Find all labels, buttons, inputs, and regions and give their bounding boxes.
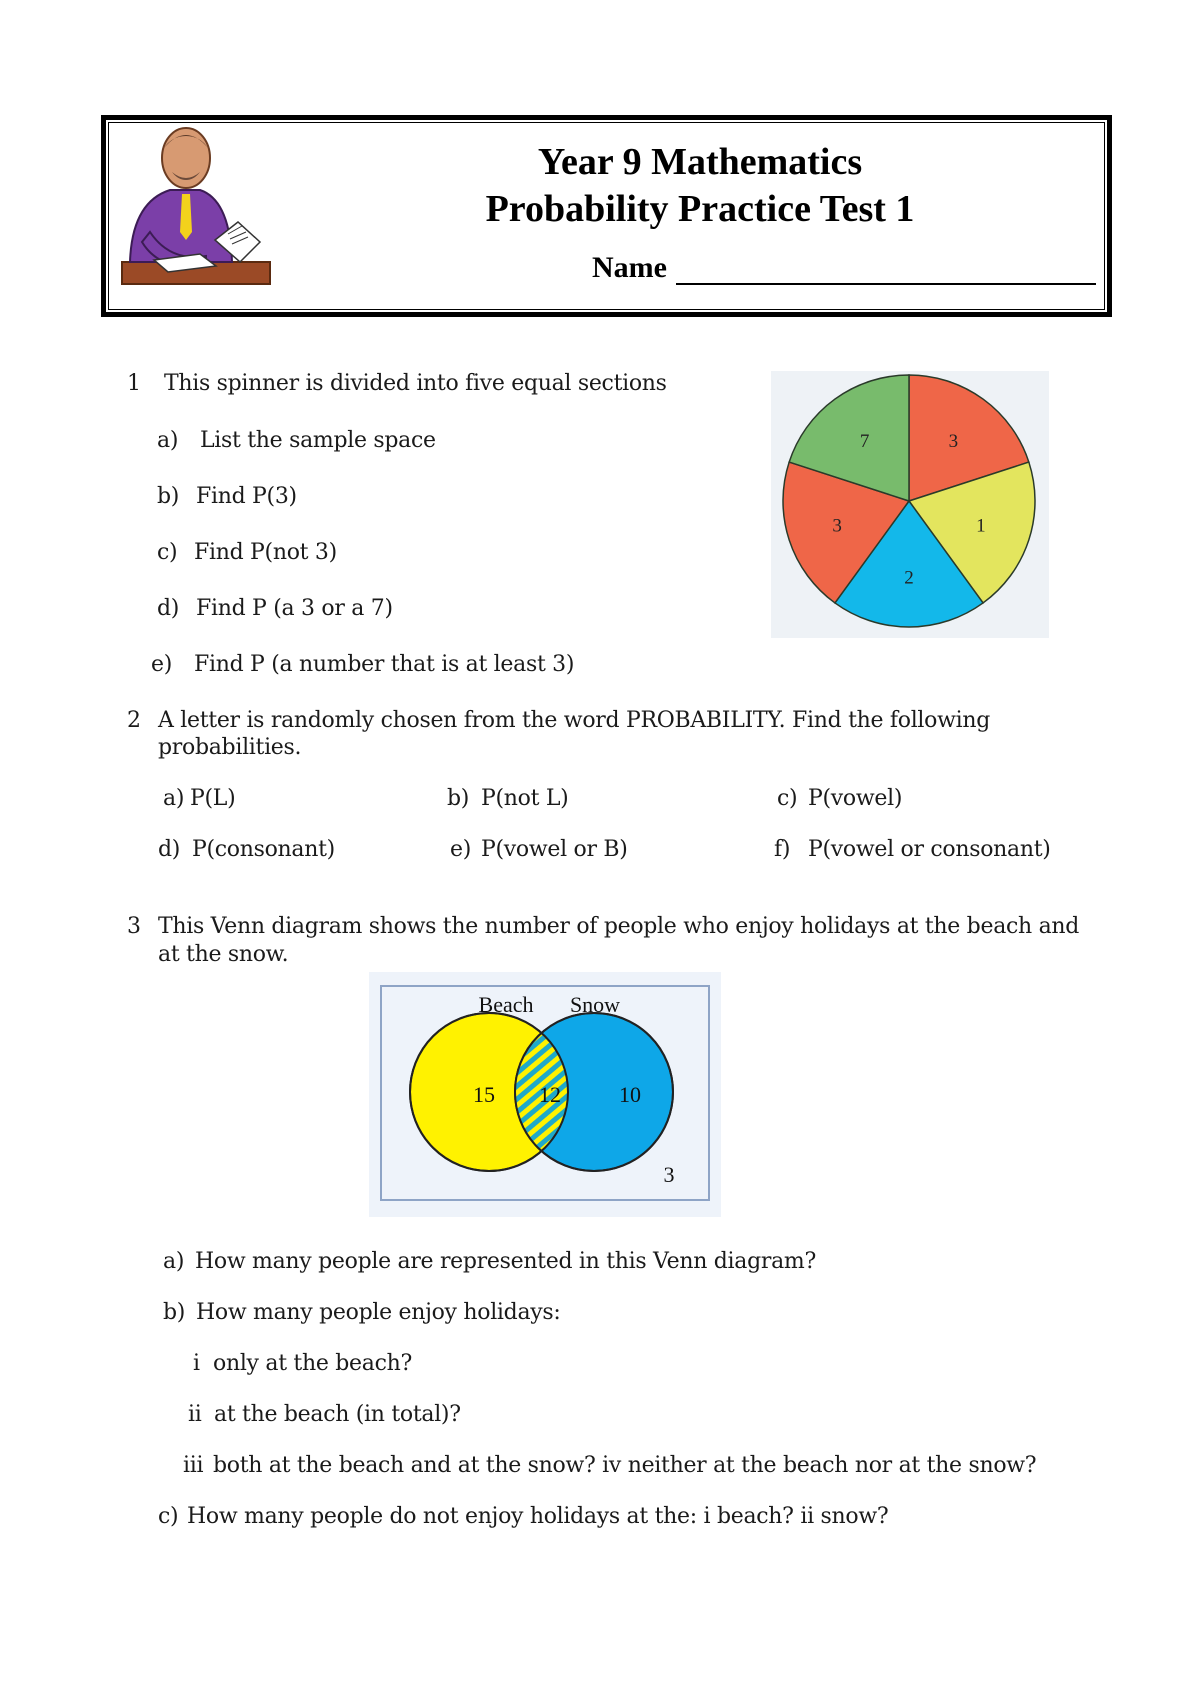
q3-part-label: c) bbox=[158, 1504, 179, 1529]
q2-part-label: b) bbox=[447, 786, 470, 811]
q1-part-text: Find P(3) bbox=[196, 484, 297, 509]
q1-part-text: Find P(not 3) bbox=[194, 540, 337, 565]
q3-sub-label: i bbox=[193, 1351, 200, 1376]
q2-prompt-line2: probabilities. bbox=[158, 735, 302, 760]
q3-part-text: How many people do not enjoy holidays at the: i beach? ii snow? bbox=[187, 1504, 889, 1529]
q2-part-label: c) bbox=[777, 786, 798, 811]
worksheet-title: Year 9 Mathematics bbox=[537, 141, 863, 183]
neither-value: 3 bbox=[663, 1162, 675, 1187]
q3-sub-label: ii bbox=[188, 1402, 202, 1427]
q3-part-text: How many people are represented in this Venn diagram? bbox=[195, 1249, 816, 1274]
q1-part-text: Find P (a number that is at least 3) bbox=[194, 652, 575, 677]
q1-part-label: c) bbox=[157, 540, 178, 565]
q2-part-text: P(consonant) bbox=[192, 837, 335, 862]
q2-part-text: P(vowel) bbox=[808, 786, 903, 811]
q2-prompt-line1: A letter is randomly chosen from the word PROBABILITY. Find the following bbox=[158, 708, 991, 733]
q3-prompt-line2: at the snow. bbox=[158, 942, 289, 967]
name-field-line[interactable] bbox=[676, 283, 1096, 285]
q3-prompt-line1: This Venn diagram shows the number of people who enjoy holidays at the beach and bbox=[158, 914, 1080, 939]
q3-part-text: How many people enjoy holidays: bbox=[196, 1300, 561, 1325]
q2-part-text: P(vowel or B) bbox=[481, 837, 628, 862]
q3-sub-label: iii bbox=[183, 1453, 204, 1478]
worksheet-subtitle: Probability Practice Test 1 bbox=[485, 188, 915, 230]
q2-part-text: P(not L) bbox=[481, 786, 569, 811]
q1-part-label: d) bbox=[157, 596, 180, 621]
q1-part-text: List the sample space bbox=[200, 428, 436, 453]
snow-only-value: 10 bbox=[619, 1082, 641, 1107]
q3-sub-text: both at the beach and at the snow? iv neither at the beach nor at the snow? bbox=[213, 1453, 1037, 1478]
q2-part-label: d) bbox=[158, 837, 181, 862]
beach-label: Beach bbox=[478, 992, 534, 1017]
q1-part-label: a) bbox=[157, 428, 179, 453]
teacher-illustration bbox=[120, 122, 280, 292]
q1-number: 1 bbox=[127, 371, 141, 396]
q1-prompt: This spinner is divided into five equal sections bbox=[164, 371, 667, 396]
spinner-sector-label: 2 bbox=[904, 567, 914, 589]
q3-part-label: b) bbox=[163, 1300, 186, 1325]
beach-only-value: 15 bbox=[473, 1082, 495, 1107]
snow-label: Snow bbox=[569, 992, 621, 1017]
spinner-sector-label: 1 bbox=[976, 515, 986, 537]
q1-part-label: b) bbox=[157, 484, 180, 509]
q1-part-text: Find P (a 3 or a 7) bbox=[196, 596, 393, 621]
q2-part-label: a) bbox=[163, 786, 185, 811]
q1-part-label: e) bbox=[151, 652, 173, 677]
name-label: Name bbox=[592, 251, 667, 284]
q2-number: 2 bbox=[127, 708, 141, 733]
spinner-diagram bbox=[771, 371, 1049, 638]
q3-number: 3 bbox=[127, 914, 141, 939]
spinner-sector-label: 7 bbox=[859, 430, 870, 452]
spinner-sector-label: 3 bbox=[948, 430, 959, 452]
q2-part-text: P(L) bbox=[190, 786, 236, 811]
both-value: 12 bbox=[539, 1082, 561, 1107]
venn-diagram bbox=[369, 972, 721, 1217]
q3-sub-text: at the beach (in total)? bbox=[214, 1402, 461, 1427]
q2-part-label: f) bbox=[774, 837, 791, 862]
q3-part-label: a) bbox=[163, 1249, 185, 1274]
q2-part-label: e) bbox=[450, 837, 472, 862]
spinner-sector-label: 3 bbox=[832, 515, 842, 537]
q2-part-text: P(vowel or consonant) bbox=[808, 837, 1051, 862]
q3-sub-text: only at the beach? bbox=[213, 1351, 412, 1376]
